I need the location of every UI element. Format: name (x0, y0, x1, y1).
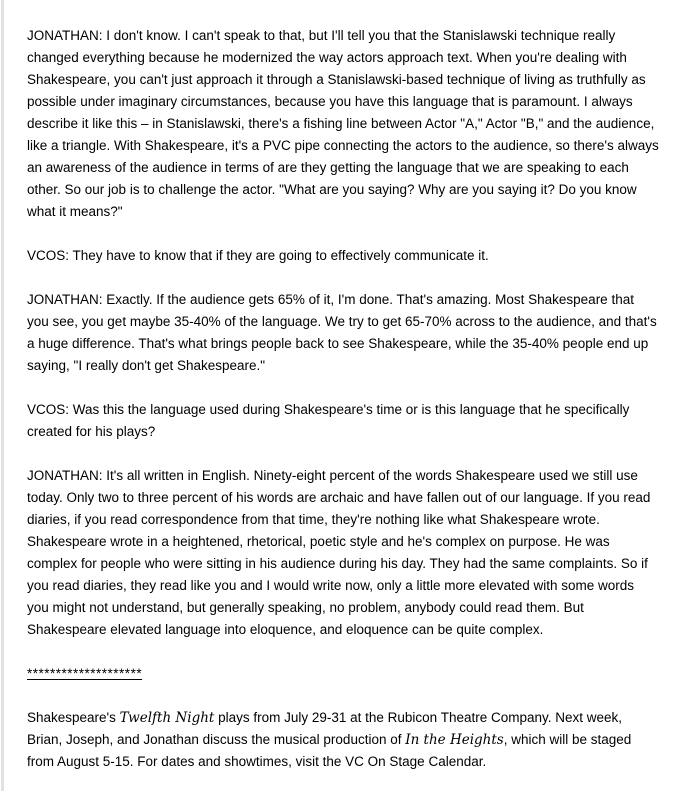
transcript-paragraph (27, 25, 659, 223)
play-title-in-the-heights: In the Heights (405, 732, 504, 748)
play-title-twelfth-night: Twelfth Night (119, 710, 215, 726)
closing-paragraph (27, 707, 659, 773)
speaker-label: JONATHAN: (27, 292, 103, 307)
separator-asterisks: ******************** (27, 666, 143, 681)
speaker-label: JONATHAN: (27, 28, 103, 43)
paragraph-text: It's all written in English. Ninety-eight percent of the words Shakespeare used we still use today. Only two to three percent of his words are archaic and have fallen out of our language. If you read diaries, if you read correspondence from that time, they're nothing like what Shakespeare wrote. Shakespeare wrote in a heightened, rhetorical, poetic style and he's complex on purpose. He was complex for people who were sitting in his audience during his day. They had the same complaints. So if you read diaries, they read like you and I would write now, only a little more elevated with some words you might not understand, but generally speaking, no problem, anybody could read them. But Shakespeare elevated language into eloquence, and eloquence can be quite complex. (27, 468, 651, 637)
closing-text-segment: , which will be staged from August 5-15. For dates and showtimes, visit the VC On Stage Calendar. (27, 732, 632, 769)
speaker-label: VCOS: (27, 402, 70, 417)
paragraph-text: Exactly. If the audience gets 65% of it, I'm done. That's amazing. Most Shakespeare that you see, you get maybe 35-40% of the language. We try to get 65-70% across to the audience, and that's a huge difference. That's what brings people back to see Shakespeare, while the 35-40% people end up saying, "I really don't get Shakespeare." (27, 292, 657, 373)
paragraph-text: They have to know that if they are going to effectively communicate it. (69, 248, 489, 263)
section-separator (27, 663, 659, 685)
page-left-edge-border (1, 0, 4, 791)
transcript-paragraph (27, 399, 659, 443)
closing-text-segment: Shakespeare's (27, 710, 120, 725)
transcript-content (27, 25, 659, 795)
paragraph-text: I don't know. I can't speak to that, but I'll tell you that the Stanislawski technique really changed everything because he modernized the way actors approach text. When you're dealing with Shakespeare, you can't just approach it through a Stanislawski-based technique of living as truthfully as possible under imaginary circumstances, because you have this language that is paramount. I always describe it like this – in Stanislawski, there's a fishing line between Actor "A," Actor "B," and the audience, like a triangle. With Shakespeare, it's a PVC pipe connecting the actors to the audience, so there's always an awareness of the audience in terms of are they getting the language that we are speaking to each other. So our job is to challenge the actor. "What are you saying? Why are you saying it? Do you know what it means?" (27, 28, 659, 219)
transcript-paragraph (27, 465, 659, 641)
speaker-label: JONATHAN: (27, 468, 103, 483)
speaker-label: VCOS: (27, 248, 70, 263)
transcript-paragraph (27, 245, 659, 267)
closing-text-segment: plays from July 29-31 at the Rubicon Theatre Company. Next week, Brian, Joseph, and Jonathan discuss the musical production of (27, 710, 623, 747)
transcript-paragraph (27, 289, 659, 377)
paragraph-text: Was this the language used during Shakespeare's time or is this language that he specifically created for his plays? (27, 402, 630, 439)
